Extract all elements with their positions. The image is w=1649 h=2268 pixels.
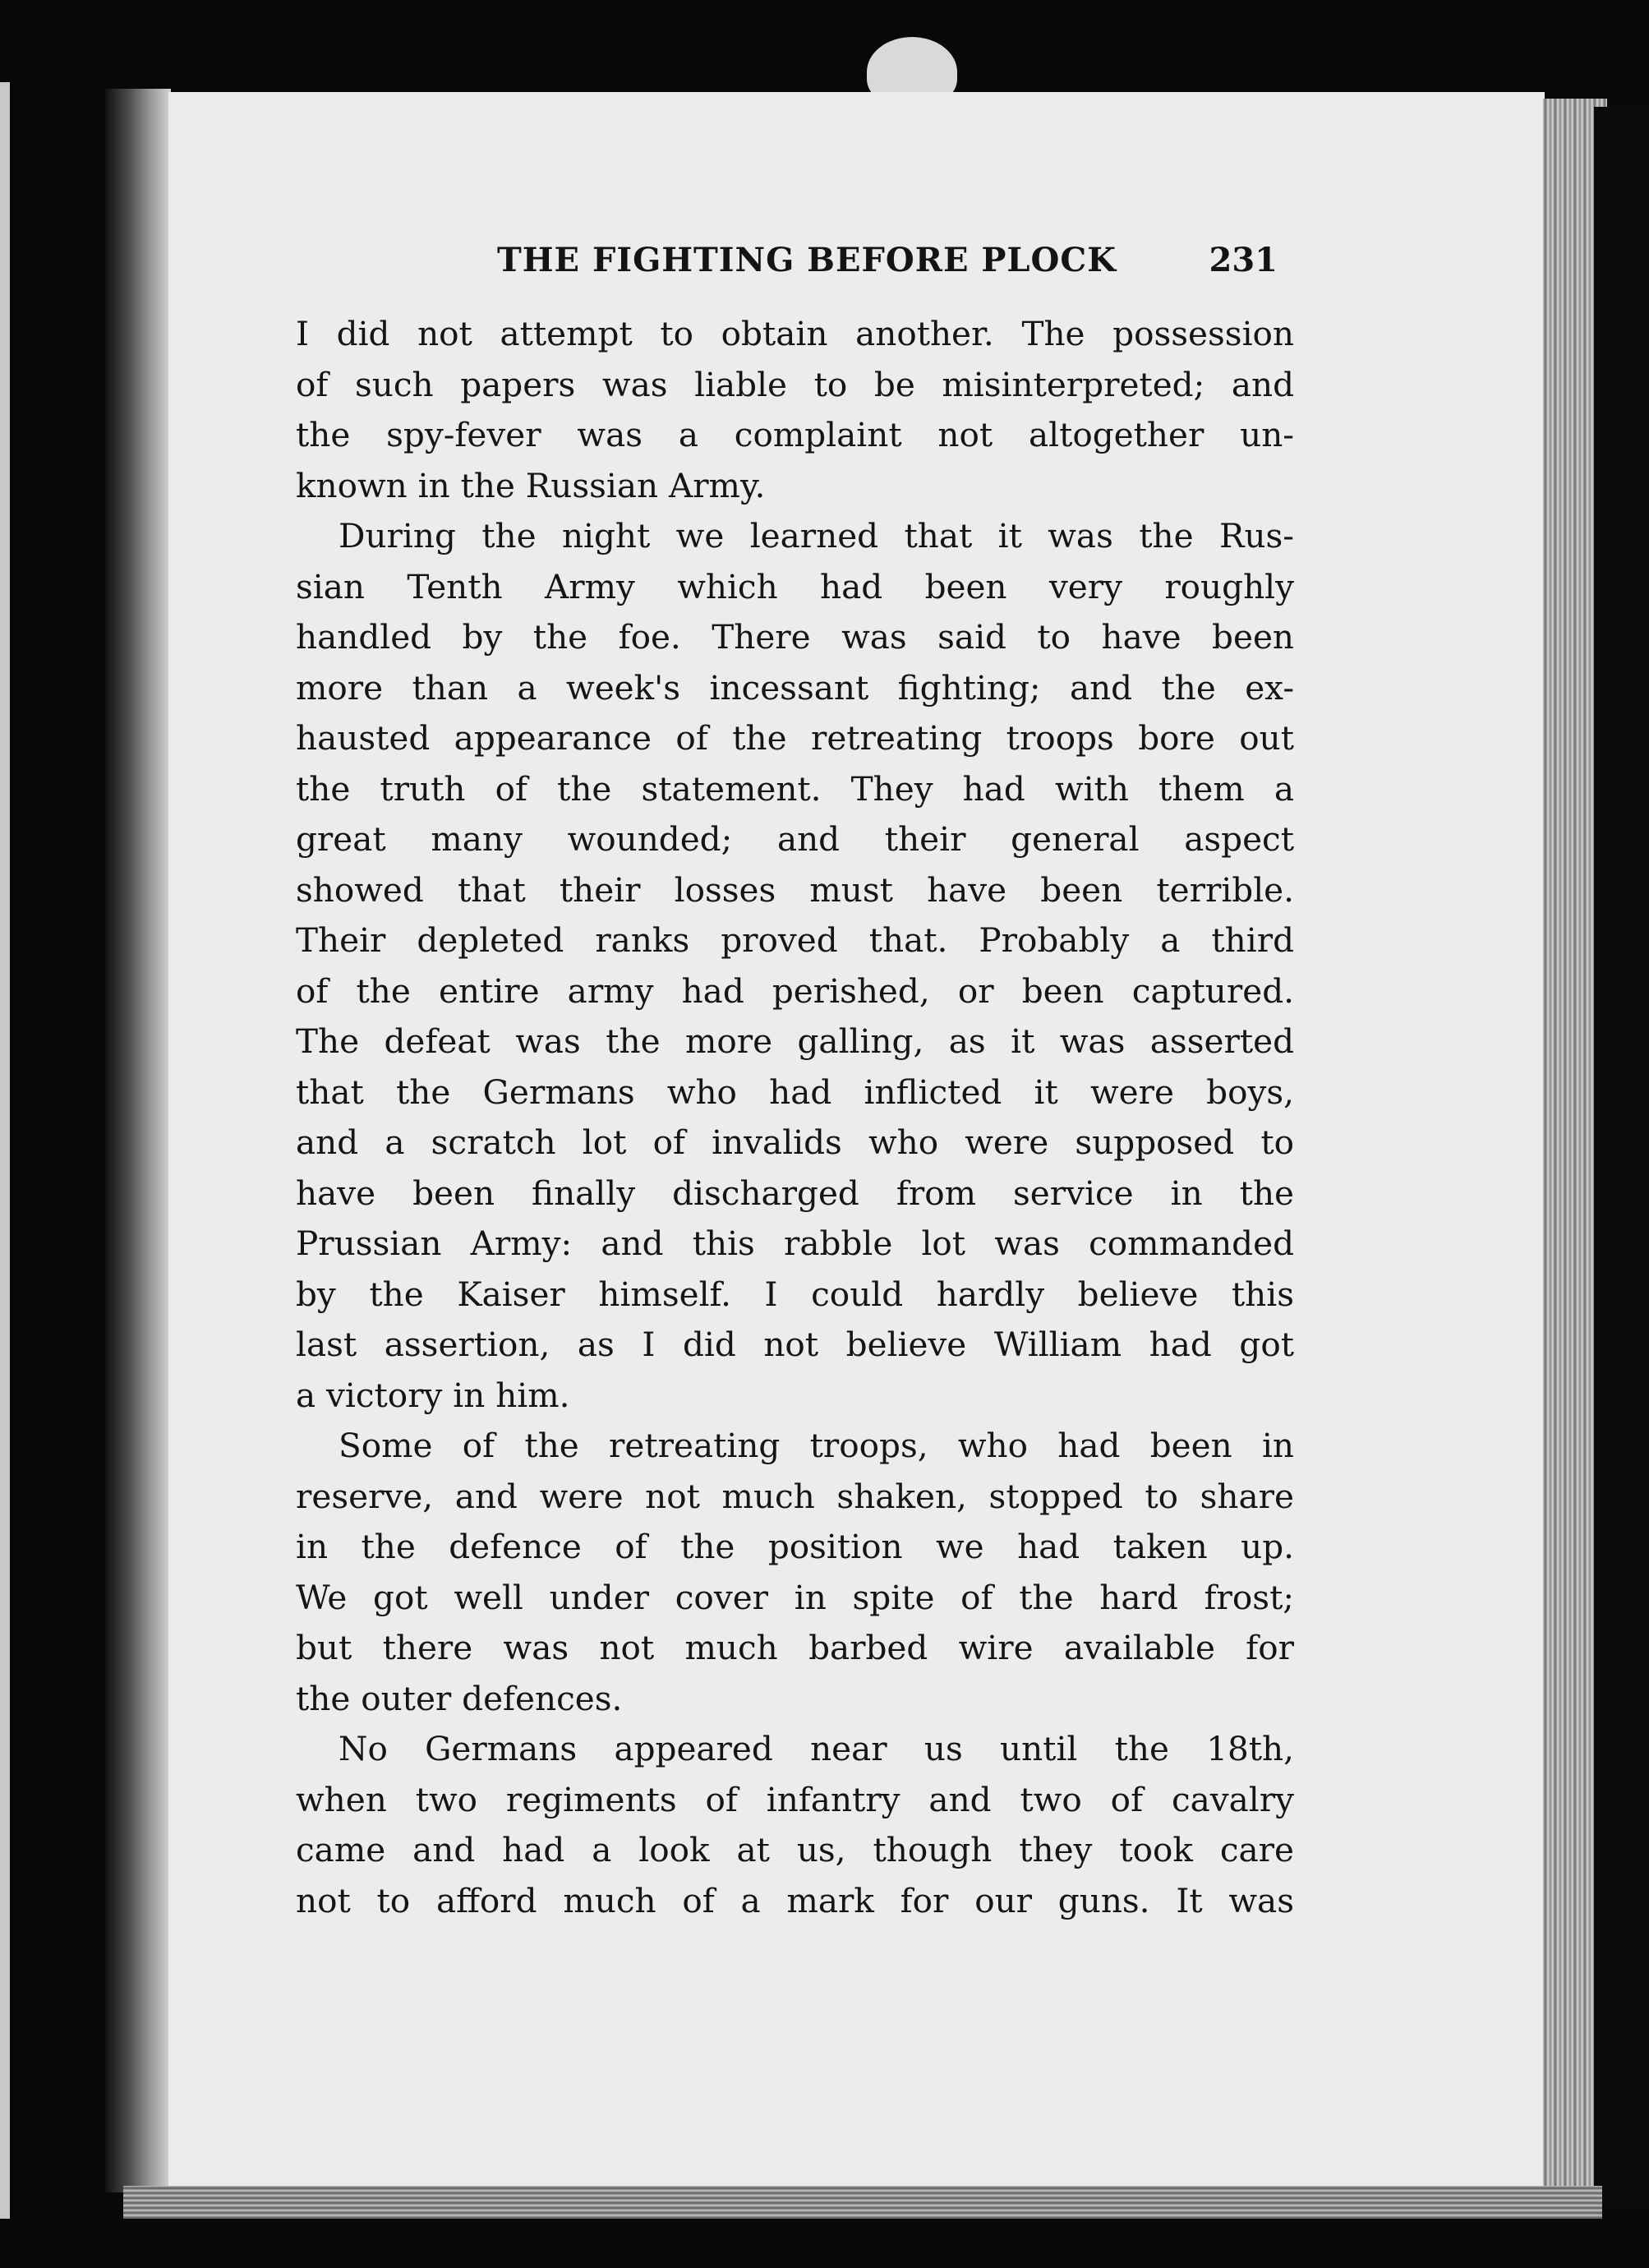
page-bottom-edge xyxy=(123,2186,1602,2219)
text-line: of such papers was liable to be misinterpreted; and xyxy=(296,364,1294,404)
text-line: but there was not much barbed wire available for xyxy=(296,1628,1294,1667)
text-line: sian Tenth Army which had been very roughly xyxy=(296,566,1294,606)
text-line: During the night we learned that it was the Rus- xyxy=(339,516,1294,555)
text-line: the truth of the statement. They had with them a xyxy=(296,768,1294,809)
text-line: We got well under cover in spite of the hard frost; xyxy=(296,1577,1294,1617)
facing-page-edge xyxy=(0,82,10,2219)
text-line: of the entire army had perished, or been captured. xyxy=(296,970,1294,1011)
running-head: THE FIGHTING BEFORE PLOCK xyxy=(497,241,1117,279)
text-line: a victory in him. xyxy=(296,1375,570,1415)
text-line: the spy-fever was a complaint not altogether un- xyxy=(296,415,1294,454)
text-line: have been finally discharged from service in the xyxy=(296,1173,1294,1213)
text-line: that the Germans who had inflicted it were boys, xyxy=(296,1072,1294,1112)
text-line: in the defence of the position we had taken up. xyxy=(296,1527,1294,1566)
text-line: known in the Russian Army. xyxy=(296,465,766,505)
edge-shadow xyxy=(1594,107,1649,2210)
text-line: the outer defences. xyxy=(296,1678,623,1718)
page-number: 231 xyxy=(1209,241,1278,279)
text-line: more than a week's incessant fighting; and the ex- xyxy=(296,667,1294,708)
body-text xyxy=(296,309,1294,1926)
text-line: No Germans appeared near us until the 18th, xyxy=(339,1729,1294,1768)
text-line: when two regiments of infantry and two of cavalry xyxy=(296,1779,1294,1819)
text-line: last assertion, as I did not believe William had got xyxy=(296,1325,1294,1364)
text-line: by the Kaiser himself. I could hardly believe this xyxy=(296,1274,1294,1314)
text-line: I did not attempt to obtain another. The possession xyxy=(296,314,1294,353)
page-header xyxy=(288,241,1290,290)
text-line: reserve, and were not much shaken, stopped to share xyxy=(296,1476,1294,1516)
text-line: came and had a look at us, though they took care xyxy=(296,1830,1294,1869)
text-line: not to afford much of a mark for our guns. It was xyxy=(296,1880,1294,1920)
text-line: Some of the retreating troops, who had been in xyxy=(339,1426,1294,1465)
text-line: showed that their losses must have been terrible. xyxy=(296,869,1294,910)
text-line: and a scratch lot of invalids who were supposed to xyxy=(296,1122,1294,1162)
book-spine-shadow xyxy=(105,89,171,2192)
text-line: Prussian Army: and this rabble lot was commanded xyxy=(296,1224,1294,1263)
text-line: hausted appearance of the retreating troops bore out xyxy=(296,718,1294,758)
text-line: great many wounded; and their general aspect xyxy=(296,819,1294,859)
text-line: The defeat was the more galling, as it was asserted xyxy=(296,1021,1294,1061)
text-line: Their depleted ranks proved that. Probably a third xyxy=(296,920,1294,960)
text-line: handled by the foe. There was said to have been xyxy=(296,617,1294,657)
